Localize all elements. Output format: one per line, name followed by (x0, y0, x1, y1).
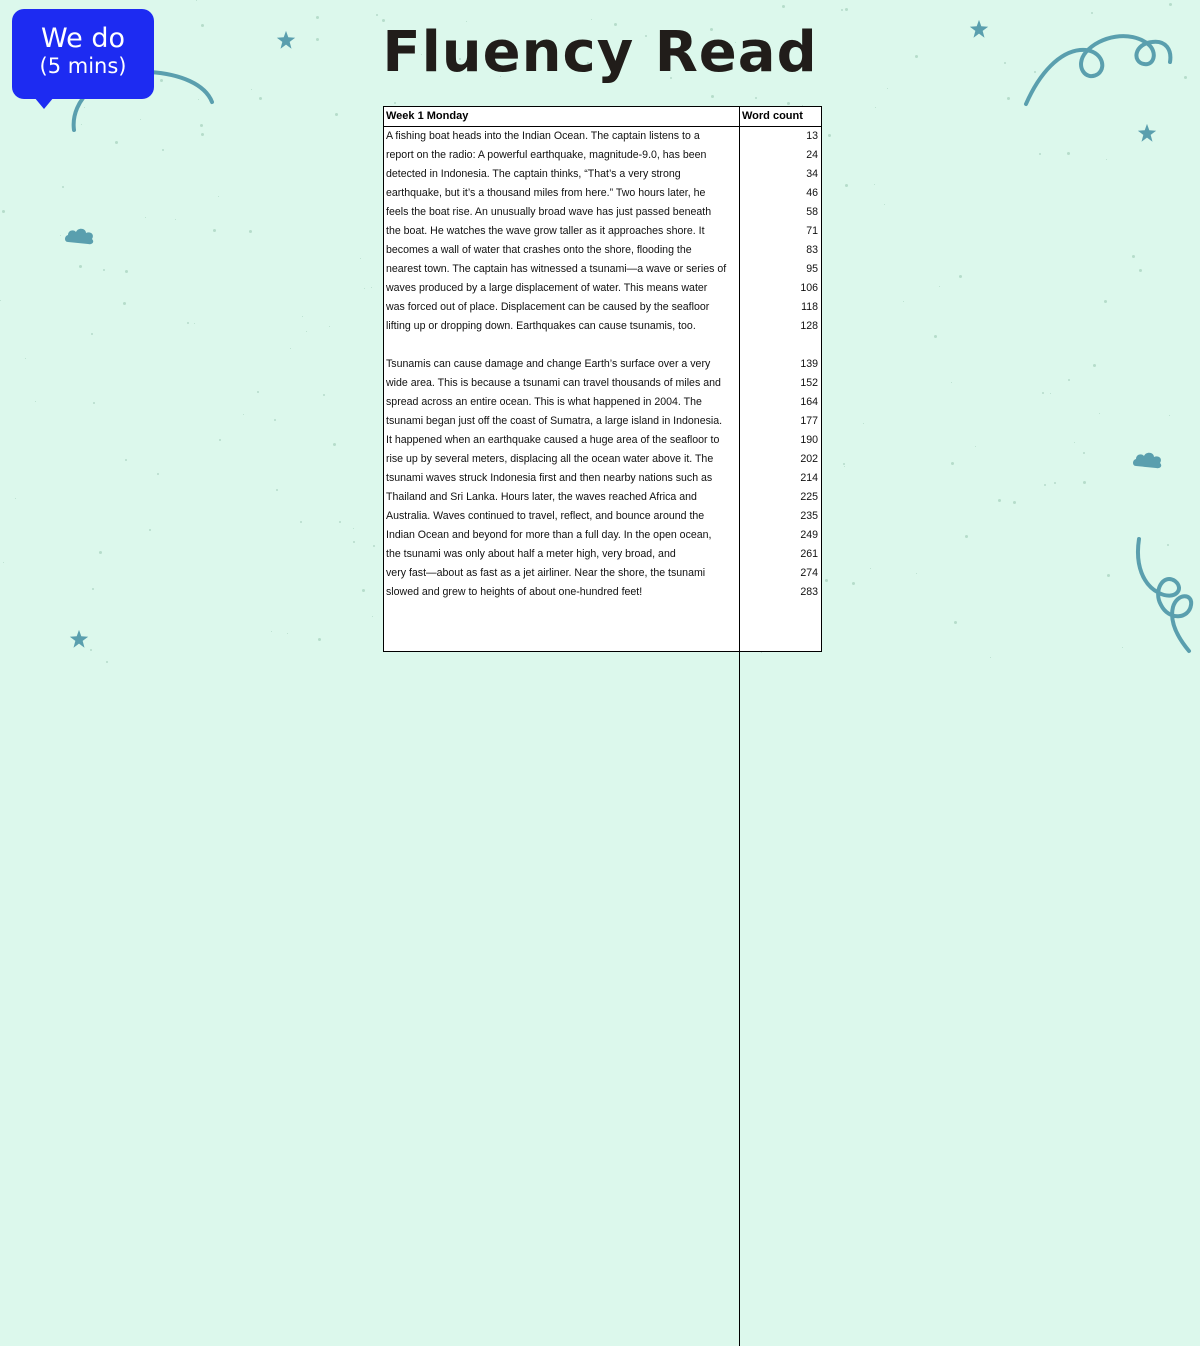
speck (1132, 255, 1135, 258)
word-count-cell: 177 (800, 415, 818, 427)
passage-line: report on the radio: A powerful earthquake, magnitude-9.0, has been (384, 146, 740, 165)
speck (201, 24, 204, 27)
passage-line: Australia. Waves continued to travel, reflect, and bounce around the (384, 507, 740, 526)
word-count-cell: 34 (806, 168, 818, 180)
speck (959, 275, 962, 278)
speck (782, 5, 785, 8)
speck (887, 88, 888, 89)
speck (755, 97, 757, 99)
speck (1104, 300, 1107, 303)
speck (1007, 97, 1010, 100)
we-do-badge (12, 9, 154, 99)
speck (875, 107, 876, 108)
table-filler (384, 602, 821, 1346)
word-count-cell: 118 (801, 301, 818, 313)
passage-line: Thailand and Sri Lanka. Hours later, the waves reached Africa and (384, 488, 740, 507)
speck (25, 358, 26, 359)
passage-line: rise up by several meters, displacing all the ocean water above it. The (384, 450, 740, 469)
speck (1107, 574, 1110, 577)
speck (1139, 269, 1142, 272)
page-title: Fluency Read (382, 20, 818, 85)
speck (115, 141, 118, 144)
word-count-cell: 24 (806, 149, 818, 161)
table-header (384, 107, 821, 127)
speck (300, 521, 302, 523)
speck (79, 265, 82, 268)
speck (106, 661, 108, 663)
word-count-cell: 235 (800, 510, 818, 522)
speck (123, 302, 126, 305)
star-icon (275, 29, 297, 51)
speck (870, 568, 871, 569)
speck (0, 300, 1, 301)
speck (360, 258, 361, 259)
speck (1054, 482, 1056, 484)
speck (844, 466, 845, 467)
cloud-icon (64, 226, 96, 246)
speck (93, 402, 95, 404)
badge-line-1: We do (41, 23, 125, 54)
speck (125, 459, 127, 461)
speck (157, 473, 159, 475)
speck (2, 210, 5, 213)
passage-line: becomes a wall of water that crashes onto the shore, flooding the (384, 241, 740, 260)
speck (376, 14, 378, 16)
passage-line: slowed and grew to heights of about one-hundred feet! (384, 583, 740, 602)
speck (3, 562, 4, 563)
passage-line: detected in Indonesia. The captain thinks, “That’s a very strong (384, 165, 740, 184)
speck (915, 55, 918, 58)
speck (302, 316, 303, 317)
passage-line: earthquake, but it’s a thousand miles from here.” Two hours later, he (384, 184, 740, 203)
table-row (384, 336, 821, 355)
speck (852, 582, 855, 585)
filler-count-col (740, 602, 821, 1346)
table-row (384, 260, 821, 279)
speck (15, 498, 16, 499)
speck (998, 499, 1001, 502)
spiral-icon (1020, 22, 1180, 112)
speck (243, 414, 244, 415)
passage-line: tsunami waves struck Indonesia first and then nearby nations such as (384, 469, 740, 488)
passage-line: It happened when an earthquake caused a huge area of the seafloor to (384, 431, 740, 450)
speck (276, 489, 278, 491)
speck (271, 631, 272, 632)
table-row (384, 374, 821, 393)
speck (1074, 442, 1075, 443)
passage-line: the boat. He watches the wave grow taller as it approaches shore. It (384, 222, 740, 241)
speck (863, 423, 864, 424)
table-row (384, 488, 821, 507)
word-count-cell: 58 (806, 206, 818, 218)
table-row (384, 450, 821, 469)
table-row (384, 184, 821, 203)
speck (1004, 62, 1006, 64)
word-count-cell: 225 (800, 491, 818, 503)
passage-line: was forced out of place. Displacement can be caused by the seafloor (384, 298, 740, 317)
speck (903, 301, 904, 302)
badge-tail (34, 97, 54, 109)
passage-line: the tsunami was only about half a meter high, very broad, and (384, 545, 740, 564)
word-count-cell: 274 (800, 567, 818, 579)
speck (306, 331, 307, 332)
speck (1106, 159, 1107, 160)
speck (939, 286, 940, 287)
star-icon (968, 18, 990, 40)
table-row (384, 469, 821, 488)
speck (274, 419, 276, 421)
spiral-icon (1125, 535, 1200, 673)
speck (103, 269, 105, 271)
speck (1044, 484, 1046, 486)
table-row (384, 222, 821, 241)
speck (990, 657, 991, 658)
passage-line: Tsunamis can cause damage and change Earth’s surface over a very (384, 355, 740, 374)
speck (934, 335, 937, 338)
passage-line: wide area. This is because a tsunami can travel thousands of miles and (384, 374, 740, 393)
speck (287, 633, 288, 634)
speck (175, 219, 176, 220)
speck (213, 229, 216, 232)
speck (249, 230, 252, 233)
speck (62, 186, 64, 188)
speck (218, 196, 219, 197)
passage-line (384, 336, 740, 355)
word-count-cell: 283 (800, 586, 818, 598)
table-row (384, 431, 821, 450)
cloud-icon (1132, 450, 1164, 470)
speck (60, 235, 61, 236)
speck (1013, 501, 1016, 504)
speck (1067, 152, 1070, 155)
speck (884, 204, 885, 205)
speck (92, 588, 94, 590)
word-count-cell (740, 336, 821, 355)
speck (845, 8, 848, 11)
speck (333, 443, 336, 446)
speck (353, 541, 355, 543)
speck (257, 391, 259, 393)
speck (1122, 647, 1123, 648)
filler-text-col (384, 602, 740, 1346)
speck (841, 9, 843, 11)
speck (194, 323, 195, 324)
table-row (384, 241, 821, 260)
table-row (384, 412, 821, 431)
speck (951, 382, 952, 383)
table-row (384, 564, 821, 583)
speck (339, 521, 341, 523)
table-row (384, 545, 821, 564)
passage-line: A fishing boat heads into the Indian Ocean. The captain listens to a (384, 127, 740, 146)
speck (954, 621, 957, 624)
speck (187, 322, 189, 324)
word-count-cell: 261 (800, 548, 818, 560)
table-row (384, 317, 821, 336)
speck (372, 616, 373, 617)
speck (1083, 452, 1085, 454)
table-row (384, 355, 821, 374)
speck (975, 446, 976, 447)
speck (1184, 76, 1187, 79)
word-count-cell: 71 (806, 225, 818, 237)
speck (259, 97, 262, 100)
speck (251, 89, 252, 90)
passage-line: feels the boat rise. An unusually broad wave has just passed beneath (384, 203, 740, 222)
word-count-cell: 190 (800, 434, 818, 446)
speck (828, 134, 831, 137)
word-count-cell: 95 (806, 263, 818, 275)
speck (125, 270, 128, 273)
word-count-cell: 83 (806, 244, 818, 256)
table-row (384, 583, 821, 602)
passage-line: very fast—about as fast as a jet airliner. Near the shore, the tsunami (384, 564, 740, 583)
star-icon (1136, 122, 1158, 144)
speck (353, 528, 354, 529)
speck (364, 288, 365, 289)
speck (90, 649, 92, 651)
table-row (384, 298, 821, 317)
speck (323, 394, 325, 396)
table-row (384, 165, 821, 184)
speck (1050, 393, 1051, 394)
header-passage: Week 1 Monday (384, 107, 740, 126)
word-count-cell: 214 (800, 472, 818, 484)
speck (965, 535, 968, 538)
passage-line: lifting up or dropping down. Earthquakes can cause tsunamis, too. (384, 317, 740, 336)
table-row (384, 526, 821, 545)
word-count-cell: 152 (800, 377, 818, 389)
speck (874, 184, 875, 185)
speck (1042, 392, 1044, 394)
header-word-count: Word count (742, 110, 803, 122)
table-row (384, 393, 821, 412)
badge-line-2: (5 mins) (39, 54, 127, 78)
table-row (384, 279, 821, 298)
speck (711, 95, 714, 98)
word-count-cell: 139 (800, 358, 818, 370)
speck (845, 184, 848, 187)
speck (1068, 379, 1070, 381)
passage-line: Indian Ocean and beyond for more than a full day. In the open ocean, (384, 526, 740, 545)
passage-line: waves produced by a large displacement of water. This means water (384, 279, 740, 298)
speck (951, 462, 954, 465)
speck (825, 579, 828, 582)
speck (1039, 153, 1041, 155)
speck (219, 439, 221, 441)
speck (149, 529, 151, 531)
speck (335, 113, 338, 116)
table-row (384, 127, 821, 146)
passage-line: nearest town. The captain has witnessed a tsunami—a wave or series of (384, 260, 740, 279)
speck (1169, 3, 1172, 6)
speck (145, 217, 146, 218)
speck (35, 401, 36, 402)
speck (916, 573, 917, 574)
speck (318, 638, 321, 641)
speck (196, 0, 197, 1)
star-icon (68, 628, 90, 650)
speck (1083, 481, 1086, 484)
table-body (384, 127, 821, 602)
speck (290, 348, 291, 349)
speck (373, 545, 375, 547)
speck (162, 149, 164, 151)
word-count-cell: 164 (800, 396, 818, 408)
speck (843, 463, 845, 465)
speck (99, 551, 102, 554)
table-row (384, 507, 821, 526)
speck (1091, 12, 1093, 14)
table-row (384, 203, 821, 222)
speck (1093, 364, 1096, 367)
speck (1099, 413, 1100, 414)
word-count-cell: 249 (800, 529, 818, 541)
fluency-reading-table (383, 106, 822, 652)
speck (394, 102, 396, 104)
speck (329, 326, 330, 327)
speck (371, 287, 372, 288)
table-row (384, 146, 821, 165)
speck (1169, 415, 1170, 416)
speck (91, 333, 93, 335)
word-count-cell: 106 (800, 282, 818, 294)
word-count-cell: 13 (806, 130, 818, 142)
passage-line: spread across an entire ocean. This is what happened in 2004. The (384, 393, 740, 412)
word-count-cell: 202 (800, 453, 818, 465)
passage-line: tsunami began just off the coast of Sumatra, a large island in Indonesia. (384, 412, 740, 431)
speck (362, 589, 365, 592)
word-count-cell: 46 (806, 187, 818, 199)
speck (787, 102, 790, 105)
word-count-cell: 128 (800, 320, 818, 332)
